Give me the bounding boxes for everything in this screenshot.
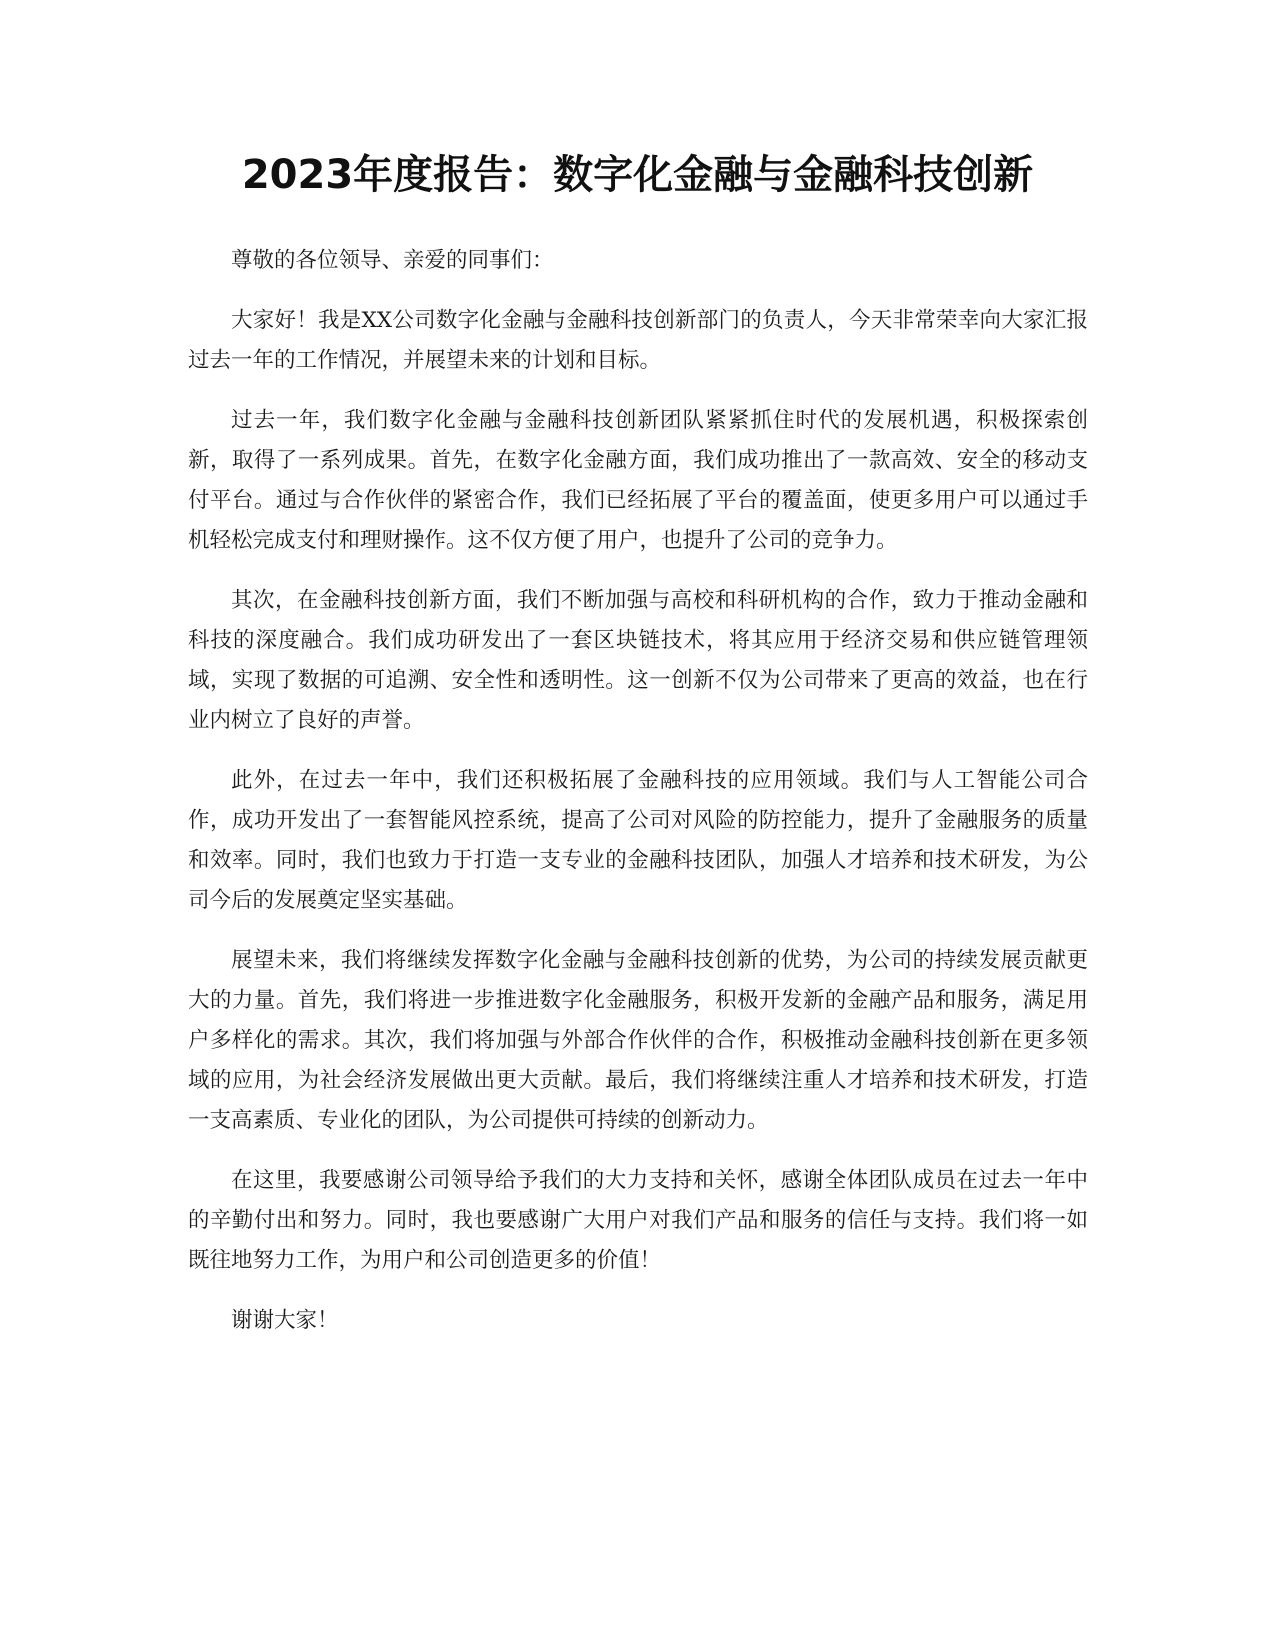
paragraph-opening: 大家好！我是XX公司数字化金融与金融科技创新部门的负责人，今天非常荣幸向大家汇报过去一年的工作情况，并展望未来的计划和目标。	[188, 308, 1088, 373]
paragraph-fintech-innovation: 其次，在金融科技创新方面，我们不断加强与高校和科研机构的合作，致力于推动金融和科技的深度融合。我们成功研发出了一套区块链技术，将其应用于经济交易和供应链管理领域，实现了数据的可追溯、安全性和透明性。这一创新不仅为公司带来了更高的效益，也在行业内树立了良好的声誉。	[188, 588, 1088, 733]
paragraph-thanks: 在这里，我要感谢公司领导给予我们的大力支持和关怀，感谢全体团队成员在过去一年中的辛勤付出和努力。同时，我也要感谢广大用户对我们产品和服务的信任与支持。我们将一如既往地努力工作，为用户和公司创造更多的价值！	[188, 1168, 1088, 1273]
paragraph-outlook: 展望未来，我们将继续发挥数字化金融与金融科技创新的优势，为公司的持续发展贡献更大的力量。首先，我们将进一步推进数字化金融服务，积极开发新的金融产品和服务，满足用户多样化的需求。其次，我们将加强与外部合作伙伴的合作，积极推动金融科技创新在更多领域的应用，为社会经济发展做出更大贡献。最后，我们将继续注重人才培养和技术研发，打造一支高素质、专业化的团队，为公司提供可持续的创新动力。	[188, 948, 1088, 1133]
document-title: 2023年度报告：数字化金融与金融科技创新	[241, 152, 1034, 198]
closing-line: 谢谢大家！	[231, 1308, 339, 1333]
paragraph-applications: 此外，在过去一年中，我们还积极拓展了金融科技的应用领域。我们与人工智能公司合作，成功开发出了一套智能风控系统，提高了公司对风险的防控能力，提升了金融服务的质量和效率。同时，我们也致力于打造一支专业的金融科技团队，加强人才培养和技术研发，为公司今后的发展奠定坚实基础。	[188, 768, 1088, 913]
salutation: 尊敬的各位领导、亲爱的同事们：	[231, 248, 554, 273]
document-body	[188, 241, 1088, 1361]
paragraph-digital-finance: 过去一年，我们数字化金融与金融科技创新团队紧紧抓住时代的发展机遇，积极探索创新，取得了一系列成果。首先，在数字化金融方面，我们成功推出了一款高效、安全的移动支付平台。通过与合作伙伴的紧密合作，我们已经拓展了平台的覆盖面，使更多用户可以通过手机轻松完成支付和理财操作。这不仅方便了用户，也提升了公司的竞争力。	[188, 408, 1088, 553]
